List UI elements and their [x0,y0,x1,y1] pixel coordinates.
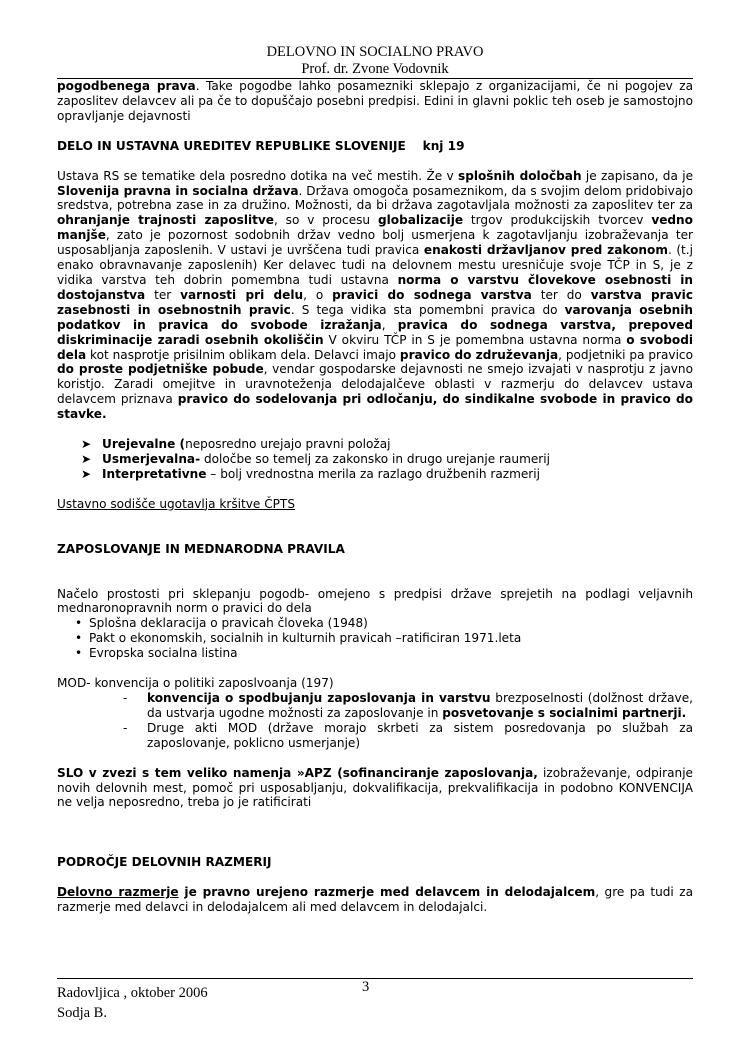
arrow-bullet-icon: ➤ [81,437,92,452]
norm-types-list [57,437,693,482]
section-heading-podrocje: PODROČJE DELOVNIH RAZMERIJ [57,855,272,870]
page-footer [57,983,208,1023]
list-item: • Splošna deklaracija o pravicah človeka (1948) [75,616,368,631]
delovno-razmerje-paragraph: Delovno razmerje je pravno urejeno razmerje med delavcem in delodajalcem, gre pa tudi za razmerje med delavci in delodajalcem ali med delavcem in delodajalci. [57,885,693,915]
header-author: Prof. dr. Zvone Vodovnik [301,61,449,77]
list-item: ➤ Usmerjevalna- določbe so temelj za zakonsko in drugo urejanje raumerij [81,451,550,466]
mod-conventions-list [57,691,693,751]
section-heading-zaposlovanje: ZAPOSLOVANJE IN MEDNARODNA PRAVILA [57,541,345,556]
list-item: - konvencija o spodbujanju zaposlovanja in varstvu brezposelnosti (dolžnost države, da ustvarja ugodne možnosti za zaposlovanje in posvetovanje s socialnimi partnerji. [123,691,693,720]
dot-bullet-icon: • [75,616,83,631]
footer-author: Sodja B. [57,1005,107,1021]
ustava-paragraph: Ustava RS se tematike dela posredno dotika na več mestih. Že v splošnih določbah je zapisano, da je Slovenija pravna in socialna država. Država omogoča posameznikom, da s svojim delom pridobivajo sredstva, potrebna zase in za družino. Možnosti, da bi država zagotavljala možnosti za zaposlitev ter za ohranjanje trajnosti zaposlitve, so v procesu globalizacije trgov produkcijskih tvorcev vedno manjše, zato je pozornost sodobnih držav vedno bolj usmerjena k zagotavljanju izobraževanja ter usposabljanja zaposlenih. V ustavi je uvrščena tudi pravica enakosti državljanov pred zakonom. (t.j enako obravnavanje zaposlenih) Ker delavec tudi na delovnem mestu uresničuje svoje TČP in S, je z vidika varstva teh dobrin pomembna tudi ustavna norma o varstvu človekove osebnosti in dostojanstva ter varnosti pri delu, o pravici do sodnega varstva ter do varstva pravic zasebnosti in osebnostnih pravic. S tega vidika sta pomembni pravica do varovanja osebnih podatkov in pravica do svobode izražanja, pravica do sodnega varstva, prepoved diskriminacije zaradi osebnih okoliščin V okviru TČP in S je pomembna ustavna norma o svobodi dela kot nasprotje prisilnim oblikam dela. Delavci imajo pravico do združevanja, podjetniki pa pravico do proste podjetniške pobude, vendar gospodarske dejavnosti ne smejo izvajati v nasprotju z javno koristjo. Zaradi omejitve in uravnoteženja delodajalčeve oblasti v razmerju do delavcev ustava delavcem priznava pravico do sodelovanja pri odločanju, do sindikalne svobode in pravico do stavke. [57,168,694,422]
ustavno-sodisce-line: Ustavno sodišče ugotavlja kršitve ČPTS [57,496,295,511]
list-item: • Evropska socialna listina [75,646,238,661]
arrow-bullet-icon: ➤ [81,451,92,466]
document-body [57,79,693,915]
page-header [57,44,693,78]
header-title: DELOVNO IN SOCIALNO PRAVO [266,44,484,60]
intro-paragraph: pogodbenega prava. Take pogodbe lahko posamezniki sklepajo z organizacijami, če ni pogojev za zaposlitev delavcev ali pa če to dopuščajo posebni predpisi. Edini in glavni poklic teh oseb je samostojno opravljanje dejavnosti [57,79,693,123]
footer-place-date: Radovljica , oktober 2006 [57,985,208,1001]
mod-line: MOD- konvencija o politiki zaposlvoanja (197) [57,676,334,691]
list-item: ➤ Interpretativne – bolj vrednostna merila za razlago družbenih razmerij [81,466,540,481]
slo-paragraph: SLO v zvezi s tem veliko namenja »APZ (sofinanciranje zaposlovanja, izobraževanje, odpiranje novih delovnih mest, pomoč pri usposabljanju, dokvalifikacija, prekvalifikacija in podobno KONVENCIJA ne velja neposredno, treba jo je ratificirati [57,765,693,810]
dot-bullet-icon: • [75,646,83,661]
nacelo-paragraph: Načelo prostosti pri sklepanju pogodb- omejeno s predpisi države sprejetih na podlagi veljavnih mednaronopravnih norm o pravici do dela [57,586,693,616]
list-item: - Druge akti MOD (države morajo skrbeti za sistem posredovanja po službah za zaposlovanje, poklicno usmerjanje) [123,720,693,750]
section-heading-ustava: DELO IN USTAVNA UREDITEV REPUBLIKE SLOVENIJE knj 19 [57,138,465,153]
list-item: • Pakt o ekonomskih, socialnih in kulturnih pravicah –ratificiran 1971.leta [75,631,522,646]
page-number: 3 [362,979,370,995]
arrow-bullet-icon: ➤ [81,466,92,481]
footer-divider [57,978,693,979]
international-acts-list [57,616,693,661]
dash-bullet-icon: - [123,691,128,705]
dash-bullet-icon: - [123,720,128,735]
list-item: ➤ Urejevalne (neposredno urejajo pravni položaj [81,437,391,452]
dot-bullet-icon: • [75,631,83,646]
